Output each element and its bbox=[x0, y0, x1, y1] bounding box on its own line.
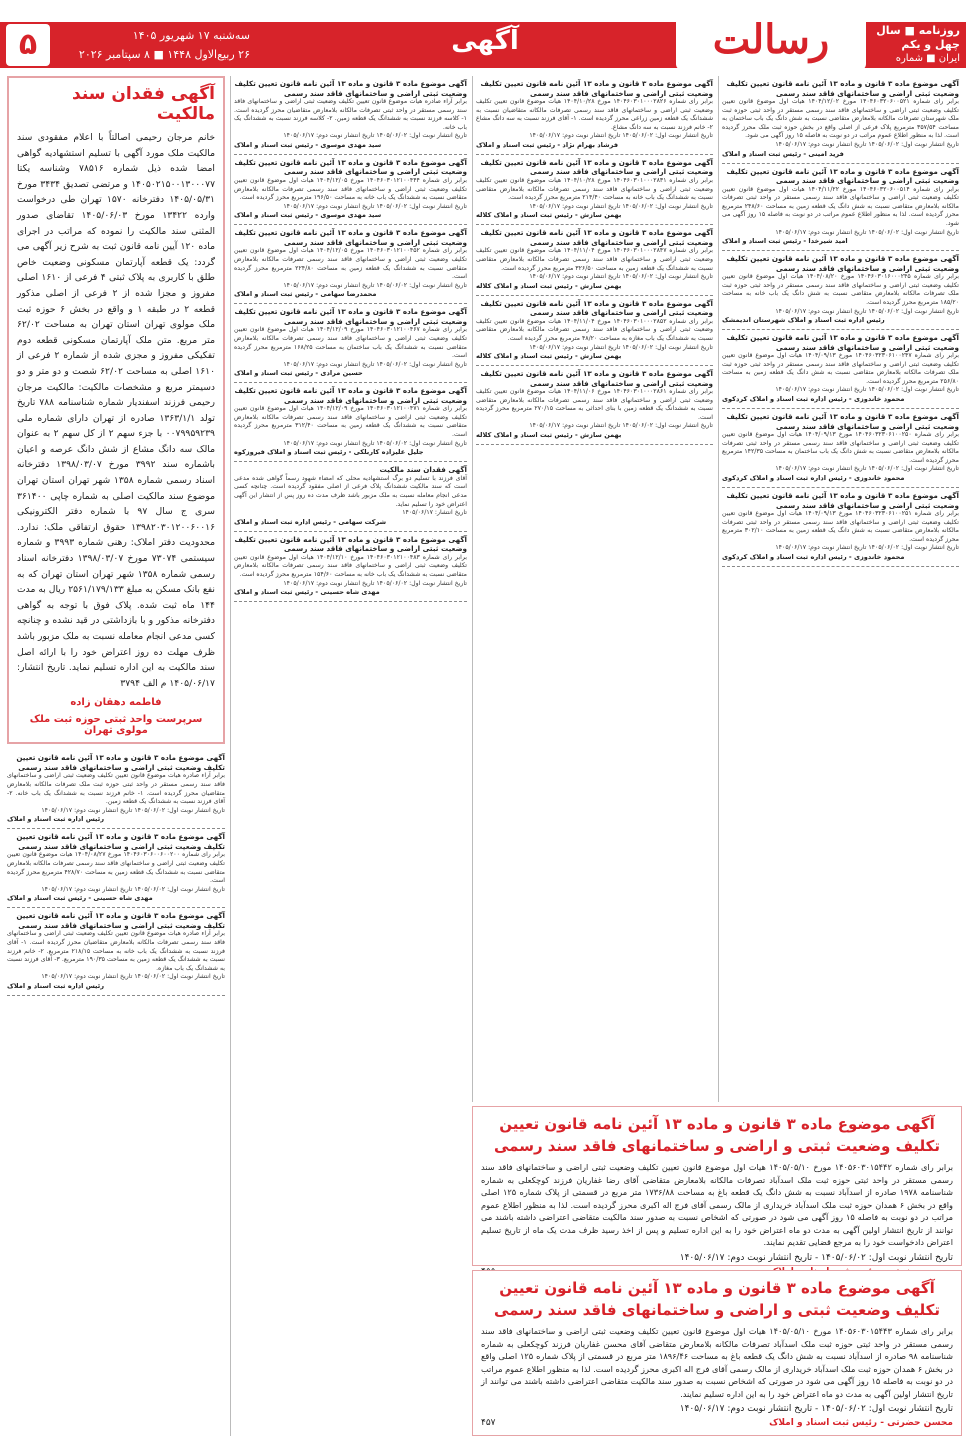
notice-item bbox=[476, 76, 713, 155]
featured-notice-body: برابر رای شماره ۱۴۰۵۶۰۳۰۱۵۴۴۳ مورخ ۱۴۰۵/۰۵/۱۰ هیات اول موضوع قانون تعیین تکلیف وضعیت ثبتی اراضی و ساختمانهای فاقد سند رسمی مستقر در واحد ثبتی حوزه ثبت ملک اسدآباد تصرفات مالکانه بلامعارض متقاضی آقای محسن غفاریان فرزند کوچکعلی به شماره شناسنامه ۹۸ صادره از اسدآباد نسبت به شش دانگ یک قطعه باغ به مساحت ۱۸۹۶/۴۶ متر مربع در قسمتی از پلاک شماره ۱۲۵ اصلی واقع در بخش ۶ همدان حوزه ثبت ملک اسدآباد خریداری از مالک رسمی آقای فرج اله اکبری محرز گردیده است. لذا به منظور اطلاع عموم مراتب در دو نوبت به فاصله ۱۵ روز آگهی می شود در صورتی که اشخاص نسبت به صدور سند مالکیت متقاضی اعتراضی داشته باشند می توانند از تاریخ انتشار اولین آگهی به مدت دو ماه اعتراض خود را به این اداره تسلیم نمایند. bbox=[481, 1326, 953, 1399]
notice-body: برابر رای شماره ۱۴۰۴۶۰۳۰۱۰۰۰۲۸۴۷ مورخ ۱۴۰۴/۱۱/۰۴ هیات موضوع قانون تعیین تکلیف وضعیت ثبتی اراضی و ساختمانهای فاقد سند رسمی تصرفات مالکانه بلامعارض متقاضی نسبت به ششدانگ یک قطعه زمین به مساحت ۳۲۶/۵۰ مترمربع محرز گردیده است. bbox=[476, 247, 713, 272]
notice-body: برابر رای شماره ۱۴۰۴۶۰۳۰۱۲۱۰۰۴۷۱ مورخ ۱۴۰۴/۱۲/۰۹ هیات اول موضوع قانون تعیین تکلیف وضعیت ثبتی اراضی و ساختمانهای فاقد سند رسمی تصرفات مالکانه بلامعارض متقاضی نسبت به ششدانگ یک قطعه زمین به مساحت ۳۱۲/۴۰ مترمربع محرز گردیده است. bbox=[234, 405, 467, 439]
notice-signature: امید شیرخدا - رئیس ثبت اسناد و املاک bbox=[722, 237, 848, 246]
notice-title: آگهی موضوع ماده ۳ قانون و ماده ۱۳ آئین نامه قانون تعیین تکلیف وضعیت ثبتی اراضی و ساختمانهای فاقد سند رسمی bbox=[16, 753, 225, 772]
notice-body: برابر رای شماره ۱۴۰۴۶۰۳۰۱۰۰۰۲۸۲۶ مورخ ۱۴۰۴/۱۰/۲۸ هیات موضوع قانون تعیین تکلیف وضعیت ثبتی اراضی و ساختمانهای فاقد سند رسمی تصرفات مالکانه متقاضیان نسبت به ششدانگ یک قطعه زمین زراعی محرز گردیده است. ۱- آقای فرزند نسبت به سه دانگ مشاع ۲- خانم فرزند نسبت به سه دانگ مشاع. bbox=[476, 98, 714, 131]
notice-signature: محمدرضا سهامی - رئیس ثبت اسناد و املاک bbox=[234, 290, 377, 299]
notice-dates: تاریخ انتشار نوبت اول: ۱۴۰۵/۰۶/۰۲ تاریخ انتشار نوبت دوم: ۱۴۰۵/۰۶/۱۷ bbox=[775, 140, 959, 148]
lost-deed-feature-notice bbox=[7, 76, 225, 744]
notice-item bbox=[476, 155, 713, 225]
column-3 bbox=[230, 76, 470, 1436]
notice-body: برابر رای شماره ۱۴۰۴۶۰۳۰۶۰۰۶۰۰۲۰۰ مورخ ۱۴۰۴/۰۸/۲۷ هیات موضوع قانون تعیین تکلیف وضعیت ثبتی اراضی و ساختمانهای فاقد سند رسمی تصرفات مالکانه بلامعارض متقاضی نسبت به ششدانگ یک قطعه زمین به مساحت ۴۲۸/۷۰ مترمربع محرز گردیده است. bbox=[7, 851, 225, 885]
notice-body: برابر رای شماره ۱۴۰۴۶۰۳۲۳۰۶۱۰۰۲۵۱ مورخ ۱۴۰۴/۰۹/۱۳ هیات اول موضوع قانون تعیین تکلیف وضعیت ثبتی اراضی و ساختمانهای فاقد سند رسمی مستقر در واحد ثبتی تصرفات مالکانه بلامعارض متقاضی نسبت به شش دانگ یک قطعه زمین به مساحت ۳۰۲/۱۰ مترمربع محرز گردیده است. bbox=[722, 510, 959, 543]
notice-item bbox=[722, 330, 959, 409]
notice-signature: رئیس اداره ثبت اسناد و املاک bbox=[7, 981, 104, 990]
notice-item bbox=[722, 251, 959, 330]
notice-signature: بهمن سازش - رئیس ثبت اسناد و املاک کلاله bbox=[476, 281, 622, 290]
notice-title: آگهی موضوع ماده ۳ قانون و ماده ۱۳ آئین نامه قانون تعیین تکلیف وضعیت ثبتی اراضی و ساختمانهای فاقد سند رسمی bbox=[480, 228, 713, 247]
notice-title: آگهی موضوع ماده ۳ قانون و ماده ۱۳ آئین نامه قانون تعیین تکلیف وضعیت ثبتی اراضی و ساختمانهای فاقد سند رسمی bbox=[480, 298, 713, 318]
notice-item bbox=[476, 225, 713, 295]
notice-signature: جلیل علیزاده کاربلکی - رئیس ثبت اسناد و املاک فیروزکوه bbox=[234, 448, 424, 457]
notice-title: آگهی موضوع ماده ۳ قانون و ماده ۱۳ آئین نامه قانون تعیین تکلیف وضعیت ثبتی اراضی و ساختمانهای فاقد سند رسمی bbox=[234, 79, 467, 98]
notice-title: آگهی موضوع ماده ۳ قانون و ماده ۱۳ آئین نامه قانون تعیین تکلیف وضعیت ثبتی اراضی و ساختمانهای فاقد سند رسمی bbox=[480, 157, 713, 177]
notice-title: آگهی موضوع ماده ۳ قانون و ماده ۱۳ آئین نامه قانون تعیین تکلیف وضعیت ثبتی اراضی و ساختمانهای فاقد سند رسمی bbox=[480, 369, 713, 388]
notice-title: آگهی موضوع ماده ۳ قانون و ماده ۱۳ آئین نامه قانون تعیین تکلیف وضعیت ثبتی اراضی و ساختمانهای فاقد سند رسمی bbox=[16, 832, 225, 851]
header-masthead-info: روزنامه ■ سال چهل و یکم ایران ■ شماره ۱۱۶۳۲ bbox=[876, 24, 960, 78]
notice-title: آگهی موضوع ماده ۳ قانون و ماده ۱۳ آئین نامه قانون تعیین تکلیف وضعیت ثبتی اراضی و ساختمانهای فاقد سند رسمی bbox=[16, 911, 225, 930]
notice-dates: تاریخ انتشار نوبت اول: ۱۴۰۵/۰۶/۰۲ تاریخ انتشار نوبت دوم: ۱۴۰۵/۰۶/۱۷ bbox=[529, 273, 713, 281]
notice-signature: محمود خاندوزی - رئیس اداره ثبت اسناد و املاک کردکوی bbox=[722, 553, 905, 561]
notice-dates: تاریخ انتشار نوبت اول: ۱۴۰۵/۰۶/۰۲ تاریخ انتشار نوبت دوم: ۱۴۰۵/۰۶/۱۷ bbox=[529, 422, 713, 430]
notice-item bbox=[476, 296, 713, 366]
notice-dates: تاریخ انتشار نوبت اول: ۱۴۰۵/۰۶/۰۲ تاریخ انتشار نوبت دوم: ۱۴۰۵/۰۶/۱۷ bbox=[775, 544, 959, 552]
notice-dates: تاریخ انتشار نوبت اول: ۱۴۰۵/۰۶/۰۲ تاریخ انتشار نوبت دوم: ۱۴۰۵/۰۶/۱۷ bbox=[529, 132, 713, 140]
notice-item bbox=[234, 225, 467, 304]
notice-signature: مهدی شاه حسینی - رئیس ثبت اسناد و املاک bbox=[234, 588, 380, 597]
notice-signature: رئیس اداره ثبت اسناد و املاک شهرستان اندیمشک bbox=[722, 316, 885, 325]
notice-body: برابر آراء صادره هیات موضوع قانون تعیین تکلیف وضعیت ثبتی اراضی و ساختمانهای فاقد سند رسمی مستقر در واحد ثبتی حوزه ثبت ملک تصرفات مالکانه بلامعارض متقاضیان محرز گردیده است. ۱- خانم فرزند نسبت به ششدانگ یک باب خانه. ۲- آقای فرزند نسبت به ششدانگ یک قطعه زمین. bbox=[7, 772, 225, 806]
notice-item bbox=[722, 164, 959, 252]
column-4-notices bbox=[7, 750, 225, 996]
notice-body: برابر رای شماره ۱۴۰۴۶۰۳۲۳۰۶۱۰۰۲۴۷ مورخ ۱۴۰۴/۰۹/۱۳ هیات اول موضوع قانون تعیین تکلیف وضعیت ثبتی اراضی و ساختمانهای فاقد سند رسمی مستقر در واحد ثبتی حوزه ثبت ملک تصرفات مالکانه بلامعارض متقاضی نسبت به شش دانگ یک قطعه زمین به مساحت ۲۵۶/۸۰ مترمربع محرز گردیده است. bbox=[722, 352, 959, 385]
notice-body: برابر آراء صادره هیات موضوع قانون تعیین تکلیف وضعیت ثبتی اراضی و ساختمانهای فاقد سند رسمی تصرفات مالکانه بلامعارض متقاضیان محرز گردیده است. ۱- آقای فرزند نسبت به ششدانگ یک باب خانه به مساحت ۲۱۸/۱۵ مترمربع. ۲- خانم فرزند نسبت به ششدانگ یک قطعه زمین به مساحت ۱۹۰/۳۵ مترمربع. ۳- آقای فرزند نسبت به ششدانگ یک باب مغازه. bbox=[7, 930, 225, 972]
featured-notice-title: آگهی موضوع ماده ۳ قانون و ماده ۱۳ آئین نامه قانون تعیین تکلیف وضعیت ثبتی و اراضی و ساختمانهای فاقد سند رسمی bbox=[493, 1115, 941, 1155]
notice-dates: تاریخ انتشار نوبت اول: ۱۴۰۵/۰۶/۰۲ تاریخ انتشار نوبت دوم: ۱۴۰۵/۰۶/۱۷ bbox=[775, 386, 959, 394]
featured-notice-body: برابر رای شماره ۱۴۰۵۶۰۳۰۱۵۴۴۲ مورخ ۱۴۰۵/۰۵/۱۰ هیات اول موضوع قانون تعیین تکلیف وضعیت ثبتی اراضی و ساختمانهای فاقد سند رسمی مستقر در واحد ثبتی حوزه ثبت ملک اسدآباد تصرفات مالکانه بلامعارض متقاضی آقای رضا غفاریان فرزند کوچکعلی به شماره شناسنامه ۱۹۷۸ صادره از اسدآباد نسبت به شش دانگ یک قطعه باغ به مساحت ۱۷۳۶/۸۸ متر مربع در قسمتی از پلاک شماره ۱۲۵ اصلی واقع در بخش ۶ همدان حوزه ثبت ملک اسدآباد خریداری از مالک رسمی آقای فرج اله اکبری محرز گردیده است. لذا به منظور اطلاع عموم مراتب در دو نوبت به فاصله ۱۵ روز آگهی می شود در صورتی که اشخاص نسبت به صدور سند مالکیت متقاضی اعتراضی داشته باشند می توانند از تاریخ انتشار اولین آگهی به مدت دو ماه اعتراض خود را به این اداره تسلیم و پس از اخذ رسید ظرف مدت یک ماه از تاریخ تسلیم اعتراض دادخواست خود را به مرجع قضایی تقدیم نمایند. bbox=[481, 1162, 953, 1247]
notice-item bbox=[7, 750, 225, 829]
date-lunar: ۲۶ ربیع‌الاول ۱۴۴۸ ■ ۸ سپتامبر ۲۰۲۶ bbox=[78, 48, 250, 61]
notice-signature: رئیس اداره ثبت اسناد و املاک bbox=[7, 815, 104, 824]
issue-number: شماره ۱۱۶۳۲ bbox=[895, 53, 960, 78]
notice-dates: تاریخ انتشار نوبت اول: ۱۴۰۵/۰۶/۰۲ تاریخ انتشار نوبت دوم: ۱۴۰۵/۰۶/۱۷ bbox=[283, 132, 467, 140]
ads-content bbox=[4, 76, 962, 1436]
notice-body: برابر رای شماره ۱۴۰۴۶۰۳۰۱۲۱۰۰۴۴۴ مورخ ۱۴۰۴/۱۲/۰۵ هیات اول موضوع قانون تعیین تکلیف وضعیت ثبتی اراضی و ساختمانهای فاقد سند رسمی تصرفات مالکانه بلامعارض متقاضی نسبت به ششدانگ یک باب خانه به مساحت ۱۹۶/۵۰ مترمربع محرز گردیده است. bbox=[234, 176, 467, 202]
notice-title: آگهی موضوع ماده ۳ قانون و ماده ۱۳ آئین نامه قانون تعیین تکلیف وضعیت ثبتی اراضی و ساختمانهای فاقد سند رسمی bbox=[234, 228, 467, 247]
featured-notice-ref: ۴۵۷ bbox=[481, 1418, 496, 1428]
notice-dates: تاریخ انتشار نوبت اول: ۱۴۰۵/۰۶/۰۲ تاریخ انتشار نوبت دوم: ۱۴۰۵/۰۶/۱۷ bbox=[283, 579, 467, 587]
page-header bbox=[0, 0, 966, 78]
column-1 bbox=[718, 76, 962, 1102]
country-label: ایران bbox=[938, 53, 960, 64]
feature-title: آگهی فقدان سند مالکیت bbox=[72, 84, 215, 124]
featured-notice-2 bbox=[472, 1270, 962, 1436]
notice-signature: حسین مرادی - رئیس ثبت اسناد و املاک bbox=[234, 369, 363, 378]
newspaper-label: روزنامه bbox=[918, 24, 960, 37]
notice-body: برابر رای شماره ۱۴۰۴۶۰۳۰۱۶۰۰۰۲۴۵ مورخ ۱۴۰۴/۰۸/۲۰ هیات اول موضوع قانون تعیین تکلیف وضعیت ثبتی اراضی و ساختمانهای فاقد سند رسمی مستقر در واحد ثبتی حوزه ثبت ملک تصرفات مالکانه بلامعارض متقاضی نسبت به شش دانگ یک باب خانه به مساحت ۱۸۵/۲۰ مترمربع محرز گردیده است. bbox=[722, 273, 959, 306]
column-2 bbox=[472, 76, 716, 1102]
notice-dates: تاریخ انتشار نوبت اول: ۱۴۰۵/۰۶/۰۲ تاریخ انتشار نوبت دوم: ۱۴۰۵/۰۶/۱۷ bbox=[283, 202, 467, 210]
notice-signature: محمود خاندوزی - رئیس اداره ثبت اسناد و املاک کردکوی bbox=[722, 395, 905, 404]
notice-body: برابر رای شماره ۱۴۰۴۶۰۳۰۱۰۰۰۲۸۶۱ مورخ ۱۴۰۴/۱۱/۰۶ هیات موضوع قانون تعیین تکلیف وضعیت ثبتی اراضی و ساختمانهای فاقد سند رسمی تصرفات مالکانه بلامعارض متقاضی نسبت به ششدانگ یک قطعه زمین با بنای احداثی به مساحت ۲۷۰/۱۵ مترمربع محرز گردیده است. bbox=[476, 388, 714, 421]
notice-title: آگهی موضوع ماده ۳ قانون و ماده ۱۳ آئین نامه قانون تعیین تکلیف وضعیت ثبتی اراضی و ساختمانهای فاقد سند رسمی bbox=[234, 307, 467, 326]
notice-signature: سید مهدی موسوی - رئیس ثبت اسناد و املاک bbox=[234, 140, 382, 149]
notice-body: برابر رای شماره ۱۴۰۴۶۰۳۰۱۲۱۰۰۴۶۷ مورخ ۱۴۰۴/۱۲/۰۹ هیات اول موضوع قانون تعیین تکلیف وضعیت ثبتی اراضی و ساختمانهای فاقد سند رسمی تصرفات مالکانه بلامعارض متقاضی نسبت به ششدانگ یک باب ساختمان به مساحت ۱۶۸/۲۵ مترمربع محرز گردیده است. bbox=[234, 326, 467, 360]
notice-dates: تاریخ انتشار نوبت اول: ۱۴۰۵/۰۶/۰۲ تاریخ انتشار نوبت دوم: ۱۴۰۵/۰۶/۱۷ bbox=[283, 281, 467, 289]
notice-body: برابر آراء صادره هیات موضوع قانون تعیین تکلیف وضعیت ثبتی اراضی و ساختمانهای فاقد سند رسمی مستقر در واحد ثبتی تصرفات مالکانه بلامعارض متقاضیان محرز گردیده است. ۱- کلاسه فرزند نسبت به ششدانگ یک قطعه زمین. ۲- کلاسه فرزند نسبت به ششدانگ یک باب خانه. bbox=[234, 98, 467, 131]
notice-dates: تاریخ انتشار نوبت اول: ۱۴۰۵/۰۶/۰۲ تاریخ انتشار نوبت دوم: ۱۴۰۵/۰۶/۱۷ bbox=[775, 307, 959, 315]
featured-notice-dates: تاریخ انتشار نوبت اول: ۱۴۰۵/۰۶/۰۲ - تاریخ انتشار نوبت دوم: ۱۴۰۵/۰۶/۱۷ bbox=[679, 1252, 953, 1263]
notice-item bbox=[7, 829, 225, 908]
notice-title: آگهی موضوع ماده ۳ قانون و ماده ۱۳ آئین نامه قانون تعیین تکلیف وضعیت ثبتی اراضی و ساختمانهای فاقد سند رسمی bbox=[480, 79, 713, 98]
notice-title: آگهی موضوع ماده ۳ قانون و ماده ۱۳ آئین نامه قانون تعیین تکلیف وضعیت ثبتی اراضی و ساختمانهای فاقد سند رسمی bbox=[726, 166, 959, 186]
notice-item bbox=[234, 532, 467, 602]
notice-dates: تاریخ انتشار نوبت اول: ۱۴۰۵/۰۶/۰۲ تاریخ انتشار نوبت دوم: ۱۴۰۵/۰۶/۱۷ bbox=[529, 343, 713, 351]
newspaper-logo bbox=[676, 8, 866, 70]
notice-title: آگهی موضوع ماده ۳ قانون و ماده ۱۳ آئین نامه قانون تعیین تکلیف وضعیت ثبتی اراضی و ساختمانهای فاقد سند رسمی bbox=[726, 412, 959, 431]
featured-notice-1 bbox=[472, 1106, 962, 1266]
featured-notice-dates: تاریخ انتشار نوبت اول: ۱۴۰۵/۰۶/۰۲ - تاریخ انتشار نوبت دوم: ۱۴۰۵/۰۶/۱۷ bbox=[679, 1404, 953, 1414]
notice-title: آگهی موضوع ماده ۳ قانون و ماده ۱۳ آئین نامه قانون تعیین تکلیف وضعیت ثبتی اراضی و ساختمانهای فاقد سند رسمی bbox=[726, 333, 959, 352]
year-label: سال چهل و یکم bbox=[876, 24, 960, 51]
notice-signature: بهمن سازش - رئیس ثبت اسناد و املاک کلاله bbox=[476, 431, 622, 440]
header-date-block bbox=[6, 24, 256, 66]
logo-text: رسالت bbox=[712, 15, 830, 63]
notice-item bbox=[7, 908, 225, 996]
notice-dates: تاریخ انتشار نوبت اول: ۱۴۰۵/۰۶/۰۲ تاریخ انتشار نوبت دوم: ۱۴۰۵/۰۶/۱۷ bbox=[775, 465, 959, 473]
notice-title: آگهی موضوع ماده ۳ قانون و ماده ۱۳ آئین نامه قانون تعیین تکلیف وضعیت ثبتی اراضی و ساختمانهای فاقد سند رسمی bbox=[234, 386, 467, 405]
notice-item bbox=[722, 488, 959, 567]
notice-dates: تاریخ انتشار نوبت اول: ۱۴۰۵/۰۶/۰۲ تاریخ انتشار نوبت دوم: ۱۴۰۵/۰۶/۱۷ bbox=[283, 360, 467, 368]
notice-dates: تاریخ انتشار نوبت اول: ۱۴۰۵/۰۶/۰۲ تاریخ انتشار نوبت دوم: ۱۴۰۵/۰۶/۱۷ bbox=[41, 973, 225, 981]
date-solar: سه‌شنبه ۱۷ شهریور ۱۴۰۵ bbox=[132, 29, 250, 42]
notice-item bbox=[234, 462, 467, 531]
notice-body: برابر رای شماره ۱۴۰۴۶۰۳۲۰۶۰۰۵۲۱ مورخ ۱۴۰۴/۱۲/۰۲ هیات اول موضوع قانون تعیین تکلیف وضعیت ثبتی اراضی و ساختمانهای فاقد سند رسمی مستقر در واحد ثبتی حوزه ثبت ملک شهرستان تصرفات مالکانه بلامعارض متقاضی نسبت به شش دانگ یک باب ساختمان به مساحت ۳۵۷/۵۴ مترمربع پلاک فرعی از اصلی واقع در بخش حوزه ثبت ملک محرز گردیده است. لذا به منظور اطلاع عموم مراتب در دو نوبت به فاصله ۱۵ روز آگهی می شود. bbox=[722, 98, 959, 140]
notice-dates: تاریخ انتشار: ۱۴۰۵/۰۶/۱۷ bbox=[402, 509, 467, 517]
notice-signature: محمود خاندوزی - رئیس اداره ثبت اسناد و املاک کردکوی bbox=[722, 474, 905, 483]
notice-dates: تاریخ انتشار نوبت اول: ۱۴۰۵/۰۶/۰۲ تاریخ انتشار نوبت دوم: ۱۴۰۵/۰۶/۱۷ bbox=[41, 806, 225, 814]
notice-dates: تاریخ انتشار نوبت اول: ۱۴۰۵/۰۶/۰۲ تاریخ انتشار نوبت دوم: ۱۴۰۵/۰۶/۱۷ bbox=[283, 439, 467, 447]
notice-item bbox=[234, 383, 467, 462]
notice-body: برابر رای شماره ۱۴۰۴۶۰۳۲۰۶۰۰۵۱۴ مورخ ۱۴۰۴/۱۱/۲۲ هیات اول موضوع قانون تعیین تکلیف وضعیت ثبتی اراضی و ساختمانهای فاقد سند رسمی مستقر در واحد ثبتی تصرفات مالکانه بلامعارض متقاضی نسبت به شش دانگ یک قطعه زمین به مساحت ۲۴۸/۶۰ مترمربع محرز گردیده است. لذا به منظور اطلاع عموم مراتب در دو نوبت به فاصله ۱۵ روز آگهی می شود. bbox=[722, 185, 959, 227]
featured-notice-title: آگهی موضوع ماده ۳ قانون و ماده ۱۳ آئین نامه قانون تعیین تکلیف وضعیت ثبتی و اراضی و ساختمانهای فاقد سند رسمی bbox=[493, 1279, 941, 1319]
notice-title: آگهی فقدان سند مالکیت bbox=[379, 465, 467, 475]
notice-item bbox=[234, 76, 467, 155]
notice-signature: بهمن سازش - رئیس ثبت اسناد و املاک کلاله bbox=[476, 352, 622, 361]
notice-item bbox=[722, 76, 959, 164]
featured-notice-signer: محسن حضرتی - رئیس ثبت اسناد و املاک bbox=[769, 1418, 953, 1428]
notice-body: برابر رای شماره ۱۴۰۴۶۰۳۰۱۰۰۰۲۸۳۱ مورخ ۱۴۰۴/۱۰/۲۸ هیات موضوع قانون تعیین تکلیف وضعیت ثبتی اراضی و ساختمانهای فاقد سند رسمی تصرفات مالکانه بلامعارض متقاضی نسبت به ششدانگ یک باب خانه به مساحت ۲۱۴/۴۰ مترمربع محرز گردیده است. bbox=[476, 176, 713, 202]
notice-body: آقای فرزند با تسلیم دو برگ استشهادیه محلی که امضاء شهود رسماً گواهی شده مدعی است که سند مالکیت ششدانگ پلاک فرعی از اصلی مفقود گردیده است. چنانچه کسی مدعی انجام معامله نسبت به ملک مزبور باشد ظرف مدت ده روز پس از انتشار این آگهی اعتراض خود را تسلیم نماید. bbox=[234, 474, 467, 508]
notice-signature: بهمن سازش - رئیس ثبت اسناد و املاک کلاله bbox=[476, 211, 622, 220]
notice-body: برابر رای شماره ۱۴۰۴۶۰۳۰۱۰۰۰۲۸۵۲ مورخ ۱۴۰۴/۱۱/۰۴ هیات موضوع قانون تعیین تکلیف وضعیت ثبتی اراضی و ساختمانهای فاقد سند رسمی تصرفات مالکانه بلامعارض متقاضی نسبت به ششدانگ یک باب مغازه به مساحت ۴۸/۲۰ مترمربع محرز گردیده است. bbox=[476, 317, 713, 342]
notice-title: آگهی موضوع ماده ۳ قانون و ماده ۱۳ آئین نامه قانون تعیین تکلیف وضعیت ثبتی اراضی و ساختمانهای فاقد سند رسمی bbox=[726, 491, 959, 510]
notice-signature: مهدی شاه حسینی - رئیس ثبت اسناد و املاک bbox=[7, 894, 153, 903]
notice-body: برابر رای شماره ۱۴۰۴۶۰۳۰۱۲۱۰۰۴۸۳ مورخ ۱۴۰۴/۱۲/۱۰ هیات اول موضوع قانون تعیین تکلیف وضعیت ثبتی اراضی و ساختمانهای فاقد سند رسمی تصرفات مالکانه بلامعارض متقاضی نسبت به ششدانگ یک باب خانه به مساحت ۱۵۴/۶۰ مترمربع محرز گردیده است. bbox=[234, 553, 467, 578]
notice-item bbox=[234, 155, 467, 225]
notice-title: آگهی موضوع ماده ۳ قانون و ماده ۱۳ آئین نامه قانون تعیین تکلیف وضعیت ثبتی اراضی و ساختمانهای فاقد سند رسمی bbox=[234, 534, 467, 554]
notice-body: برابر رای شماره ۱۴۰۴۶۰۳۲۳۰۶۱۰۰۲۵۰ مورخ ۱۴۰۴/۰۹/۱۳ هیات اول موضوع قانون تعیین تکلیف وضعیت ثبتی اراضی و ساختمانهای فاقد سند رسمی مستقر در واحد ثبتی تصرفات مالکانه بلامعارض متقاضی نسبت به شش دانگ یک باب ساختمان به مساحت ۱۴۲/۳۵ مترمربع محرز گردیده است. bbox=[722, 431, 960, 464]
notice-dates: تاریخ انتشار نوبت اول: ۱۴۰۵/۰۶/۰۲ تاریخ انتشار نوبت دوم: ۱۴۰۵/۰۶/۱۷ bbox=[41, 885, 225, 893]
feature-body: خانم مرجان رحیمی اصالتاً با اعلام مفقودی سند مالکیت ملک مورد آگهی با تسلیم استشهادیه گواهی امضا شده ذیل شماره ۷۸۵۱۶ وشناسه یکتا ۱۴۰۵۰۲۱۵۰۰۱۳۰۰۰۷۷ و مرتضی تصدیق ۳۴۳۴ مورخ ۱۴۰۵/۰۵/۳۱ دفترخانه ۱۵۷۰ تهران طی درخواست وارده ۱۳۴۲۲ مورخ ۱۴۰۵/۰۶/۰۳ تقاضای صدور المثنی سند مالکیت را نموده که مراتب در اجرای ماده ۱۲۰ آیین نامه قانون ثبت به شرح زیر آگهی می گردد: یک قطعه آپارتمان مسکونی وضعیت خاص طلق با کاربری به پلاک ثبتی ۴ فرعی از ۱۶۱۰ اصلی مفروز و مجزا شده از ۲ فرعی از اصلی مذکور قطعه ۲ در طبقه ۱ و واقع در بخش ۶ حوزه ثبت ملک مولوی تهران استان تهران به مساحت ۶۲/۰۲ متر مربع. متن ملک آپارتمان مسکونی قطعه دوم تفکیکی مفروز و مجزی شده از شماره ۲ فرعی از ۱۶۱۰ اصلی به مساحت ۶۲/۰۲ شصت و دو متر و دو دسیمتر مربع و مشخصات مالکیت: مالکیت مرجان رحیمی فرزند اسفندیار شماره شناسنامه ۷۸۸ تاریخ تولد ۱۳۶۳/۱/۱ صادره از تهران دارای شماره ملی ۰۰۷۹۹۵۹۲۳۹ با جزء سهم ۲ از کل سهم ۲ به عنوان مالک سه دانگ مشاع از شش دانگ عرصه و اعیان باشماره سند ۳۹۹۲ مورخ ۱۳۹۸/۰۳/۰۷ دفترخانه اسناد رسمی شماره ۱۳۵۸ شهر تهران استان تهران موضوع سند مالکیت اصلی به شماره چاپی ۳۶۱۴۰۰ سری ج سال ۹۷ با شماره دفتر الکترونیکی ۱۳۹۸۲۰۳۰۱۲۰۰۶۰۰۱۶ حقوق ارتفاقی ملک: ندارد. محدودیت دفتر املاک: رهنی شماره ۳۹۹۳ و شماره سیستمی ۷۳۰۷۴ مورخ ۱۳۹۸/۰۳/۰۷ دفترخانه اسناد رسمی شماره ۱۳۵۸ شهر تهران استان تهران که به نفع بانک مسکن به مبلغ ۲۵۶۱/۱۷۹/۱۳۳ ریال به مدت ۱۴۴ ماه ثبت شده. پلاک فوق با توجه به گواهی دفترخانه مذکور و با بازداشتی در قید نشده و چنانچه کسی مدعی انجام معامله نسبت به ملک مزبور باشد ظرف مهلت ده روز اعتراض خود را با ارائه اصل سند مالکیت به این اداره تسلیم نماید. تاریخ انتشار: ۱۴۰۵/۰۶/۱۷ م الف ۳۷۹۴ bbox=[17, 132, 216, 689]
section-title: آگهی bbox=[451, 26, 519, 56]
notice-signature: سید مهدی موسوی - رئیس ثبت اسناد و املاک bbox=[234, 211, 382, 220]
notice-signature: شرکت سهامی - رئیس اداره ثبت اسناد و املاک bbox=[234, 517, 387, 526]
notice-body: برابر رای شماره ۱۴۰۴۶۰۳۰۱۲۱۰۰۴۵۲ مورخ ۱۴۰۴/۱۲/۰۵ هیات اول موضوع قانون تعیین تکلیف وضعیت ثبتی اراضی و ساختمانهای فاقد سند رسمی تصرفات مالکانه بلامعارض متقاضی نسبت به ششدانگ یک قطعه زمین به مساحت ۲۲۴/۸۰ مترمربع محرز گردیده است. bbox=[234, 247, 467, 281]
notice-title: آگهی موضوع ماده ۳ قانون و ماده ۱۳ آئین نامه قانون تعیین تکلیف وضعیت ثبتی اراضی و ساختمانهای فاقد سند رسمی bbox=[726, 79, 959, 98]
feature-signature-title: سرپرست واحد ثبتی حوزه ثبت ملک مولوی تهران bbox=[29, 714, 203, 737]
feature-signature-name: فاطمه دهقان زاده bbox=[70, 697, 162, 709]
notice-signature: فرید امینی - رئیس ثبت اسناد و املاک bbox=[722, 149, 844, 158]
notice-item bbox=[722, 409, 959, 488]
notice-item bbox=[476, 366, 713, 445]
page-number: ۵ bbox=[6, 24, 50, 66]
column-4 bbox=[4, 76, 228, 1436]
notice-signature: فرشاد بهرام نژاد - رئیس ثبت اسناد و املاک bbox=[476, 140, 619, 149]
notice-dates: تاریخ انتشار نوبت اول: ۱۴۰۵/۰۶/۰۲ تاریخ انتشار نوبت دوم: ۱۴۰۵/۰۶/۱۷ bbox=[775, 228, 959, 236]
notice-dates: تاریخ انتشار نوبت اول: ۱۴۰۵/۰۶/۰۲ تاریخ انتشار نوبت دوم: ۱۴۰۵/۰۶/۱۷ bbox=[529, 202, 713, 210]
notice-title: آگهی موضوع ماده ۳ قانون و ماده ۱۳ آئین نامه قانون تعیین تکلیف وضعیت ثبتی اراضی و ساختمانهای فاقد سند رسمی bbox=[234, 157, 467, 177]
notice-title: آگهی موضوع ماده ۳ قانون و ماده ۱۳ آئین نامه قانون تعیین تکلیف وضعیت ثبتی اراضی و ساختمانهای فاقد سند رسمی bbox=[726, 254, 959, 273]
notice-item bbox=[234, 304, 467, 383]
